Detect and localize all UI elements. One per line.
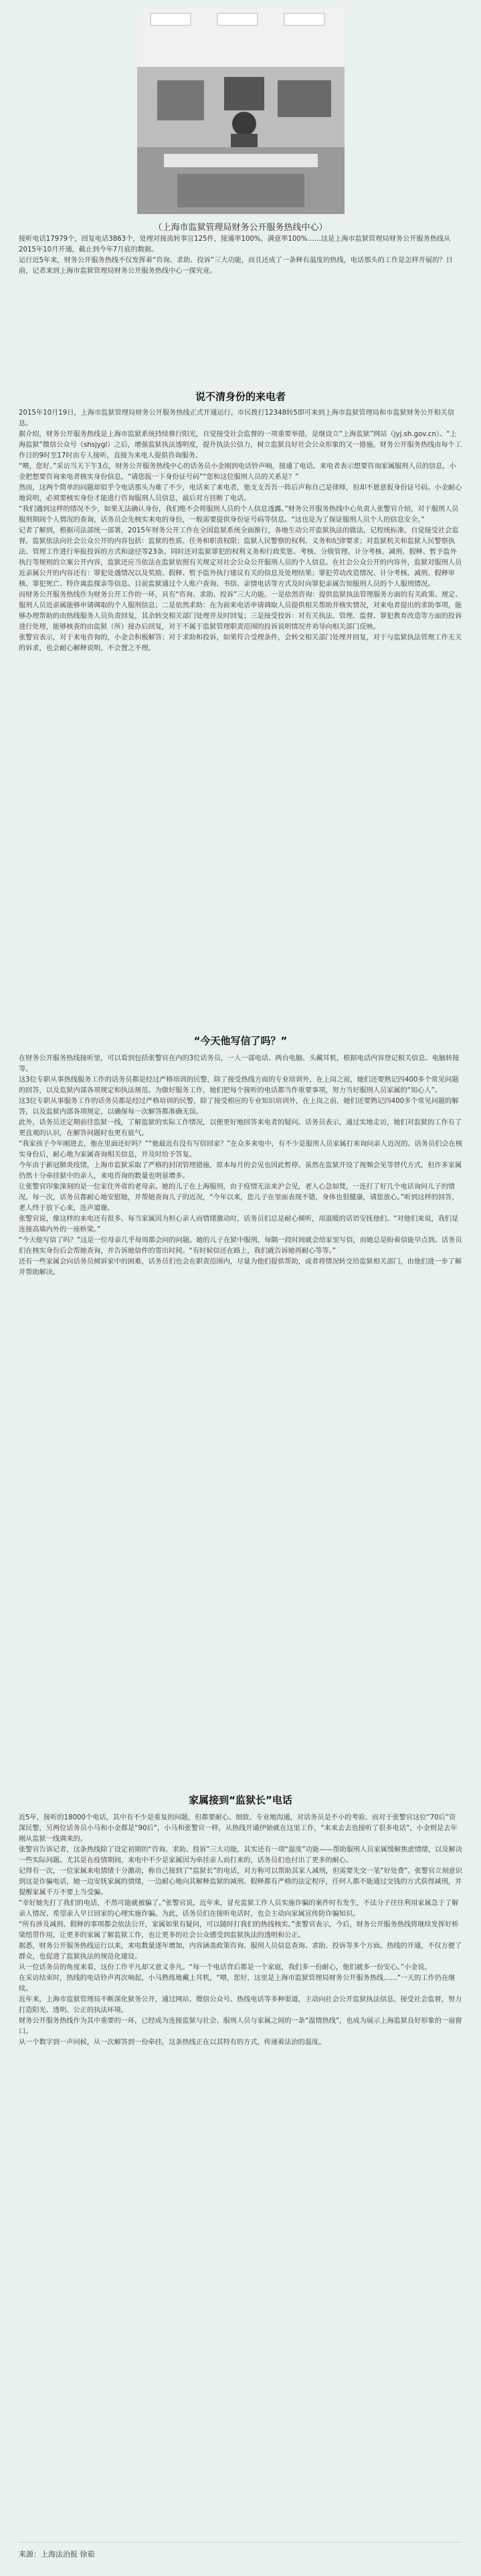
- body-paragraph: 记得有一次，一位家属来电情绪十分激动，称自己接到了“监狱长”的电话，对方称可以帮助其家人减刑，但需要先交一笔“好处费”。张警官立刻意识到这是诈骗电话，她一边安抚家属的情绪，一边耐心地向其解释监狱的减刑、假释都有严格的法定程序，任何人都不能通过交钱的方式获得减刑，并提醒家属千万不要上当受骗。: [19, 1868, 462, 1896]
- body-paragraph: 从一位话务员的角度来看，这份工作平凡却又意义非凡。“每一个电话背后都是一个家庭，我们多一份耐心，他们就多一份安心。”小金说。: [19, 1964, 431, 1971]
- body-paragraph: 记者了解到，根据司法部统一部署，2015年财务公开工作在全国监狱系统全面推行，各地生动公开监狱执法的做法，记程统标准，自觉接受社会监督。监狱依法向社会公众公开的内容包括：监狱的性质、任务和职责权限；监狱人民警察的权利、义务和纪律要求；对监狱机关和监狱人民警察执法、管理工作进行举报投诉的方式和途径等23条。同时还对监狱罪犯的权利义务和行政奖惩、考核、分级管理、计分考核、减刑、假释、暂予监外执行等规则的立案公开内容，监狱还应当依法在监狱依照有关规定对社会公众公开服刑人员的个人信息。在社会公众公开的内容外，监狱对服刑人员近亲属公开的内容还有：罪犯处遇情况以及奖励、假释、暂予监外执行建议有关的信息及处理结果；罪犯劳动改造情况、计分考核、减刑、假释审核、罪犯死亡、特许离监探亲等信息。目前监狱通过个人账户查询、书信、亲情电话等方式及时向罪犯亲属告知服刑人员的个人服刑情况。: [19, 527, 462, 588]
- section-title: “今天他写信了吗？”: [193, 1035, 288, 1047]
- body-paragraph: 据悉，财务公开服务热线运行以来，来电数量逐年增加，内容涵盖政策咨询、服刑人员信息查询、求助、投诉等多个方面。热线的开通，不仅方便了群众，也促进了监狱执法的规范化建设。: [19, 1943, 462, 1961]
- body-paragraph: 今年由于新冠肺炎疫情，上海市监狱采取了严格的封闭管理措施，原本每月的会见也因此暂停。虽然在监狱开设了视频会见等替代方式，但许多家属仍然十分牵挂狱中的亲人，来电咨询的数量也明显增多。: [19, 1162, 462, 1180]
- hotline-center-photo: [137, 7, 345, 214]
- body-paragraph: 在采访结束时，热线的电话铃声再次响起，小马熟练地戴上耳机，“喂，您好，这里是上海市监狱管理局财务公开服务热线……”一天的工作仍在继续。: [19, 1975, 456, 1993]
- body-paragraph: 这3位专职从事服务工作的话务员都是经过严格培训的民警，除了接受相应的专业知识培训外，在上岗之前，她们还要熟记四400多个常见问题的解答，以及监狱内部各项规定，以确保每一次解答都准确无误。: [19, 1098, 459, 1116]
- body-paragraph: 这3位专职从事热线服务工作的话务员都是经过严格培训的民警，除了接受热线方面的专业培训外，在上岗之前，她们还要熟记四400多个常见问题的回答，以及监狱内部各项规定和执法规范。为做好服务工作，她们把每个接听的电话都当作重要事项，努力当好服刑人员家属的“知心人”。: [19, 1076, 459, 1094]
- body-paragraph: 近5年，接听的18000个电话，其中有不少是重复的问题，但都要耐心、细致、专业地沟通，对话务员是不小的考验。而对于张警官这位“70后”资深民警，另两位话务员小马和小金都是“90后”，小马和张警官一样，从热线开通伊始就在这里工作，“来来去去也接听了很多电话”，小金则是去年刚从监狱一线调来的。: [19, 1814, 458, 1843]
- body-paragraph: “所有涉及减刑、假释的事项都会依法公开，家属如果有疑问，可以随时打我们的热线核实。”张警官表示，今后，财务公开服务热线将继续发挥好桥梁纽带作用，让更多的家属了解监狱工作，也让更多的社会公众感受到监狱执法的透明和公正。: [19, 1921, 459, 1939]
- body-paragraph: 2015年10月19日，上海市监狱管理局财务公开服务热线正式开通运行。市民拨打12348转5即可来到上海市监狱管理局和市监狱财务公开相关信息。: [19, 409, 455, 427]
- intro-block: [19, 234, 462, 277]
- body-paragraph: 还有一些家属会向话务员倾诉家中的困难，话务员们也会在职责范围内，尽量为他们提供帮助，或者将情况转交给监狱相关部门，由他们进一步了解并帮助解决。: [19, 1258, 462, 1276]
- body-paragraph: “喂，您好。”采访当天下午3点，财务公开服务热线中心的话务员小金刚到电话铃声响，接通了电话。来电者表示想要咨询家属服刑人员的信息，小金把想要咨询来电者核实身份信息，“请您报一下身份证号码”“您和这位服刑人员的关系是？”: [19, 463, 456, 481]
- body-paragraph: 张警官说，像这样的来电还有很多。每当家属因为担心亲人而情绪激动时，话务员们总是耐心倾听，用温暖的话语安抚他们。“对他们来说，我们是连接高墙内外的一座桥梁。”: [19, 1215, 459, 1233]
- section-title: 家属接到“监狱长”电话: [189, 1794, 292, 1806]
- body-paragraph: “今天他写信了吗？”这是一位母亲几乎每周都会问的问题。她的儿子在狱中服刑，每隔一段时间就会给家里写信，而她总是盼着信能早点到。话务员们在核实身份后会帮她查询，并告诉她信件的寄出时间。“有时候信还在路上，我们就告诉她再耐心等等。”: [19, 1237, 462, 1255]
- body-paragraph: 张警官告诉记者，这条热线除了设定初期的“咨询、求助、投诉”三大功能，其实还有一项“温度”功能——帮助服刑人员家属缓解焦虑情绪，以及解决一些实际问题。尤其是在疫情期间，来电中不少是家属因为牵挂亲人而打来的，话务员们也付出了更多的耐心。: [19, 1846, 462, 1864]
- body-paragraph: 此外，话务员还定期前往监狱一线，了解监狱的实际工作情况，以便更好地回答来电者的疑问。话务员表示，通过实地走访，她们对监狱的工作有了更直观的认识，在解答问题时也更有底气。: [19, 1119, 462, 1137]
- photo-caption: （上海市监狱管理局财务公开服务热线中心）: [153, 223, 328, 233]
- body-paragraph: 财务公开服务热线作为其中重要的一环，已经成为连接监狱与社会、服刑人员与家属之间的一条“温情热线”，也成为展示上海监狱良好形象的一扇窗口。: [19, 2017, 462, 2036]
- section2-block: [19, 1054, 462, 1278]
- body-paragraph: 张警官表示，对于来电咨询的，小金会积极解答；对于求助和投诉，如果符合受理条件，会转交相关部门处理并回复，对于与监狱执法管理工作无关的诉求，也会耐心解释说明，不会置之不理。: [19, 634, 462, 652]
- section3-block: [19, 1813, 462, 2048]
- body-paragraph: “幸好她先打了我们的电话，不然可能就被骗了。”张警官说，近年来，冒充监狱工作人员实施诈骗的案件时有发生，不法分子往往利用家属急于了解亲人情况、希望亲人早日回家的心理实施诈骗。为此，话务员们在接听电话时，也会主动向家属宣传防诈骗知识。: [19, 1900, 459, 1918]
- body-paragraph: 然而，这两个简单的问题却似乎令电话那头为难了不少，电话来了来电者，他支支吾吾一阵后声称自己是律师，但却不愿意报身份证号码。小金耐心地说明，必须要核实身份才能进行咨询服刑人员信息，最后对方挂断了电话。: [19, 484, 462, 502]
- intro-paragraph: 运行近5年来，财务公开服务热线不仅发挥着“咨询、求助、投诉”三大功能，而且还成了一条释有温度的热线，电话那头的工作是怎样开展的？日前，记者来到上海市监狱管理局财务公开服务热线中心一探究竟。: [19, 257, 453, 275]
- body-paragraph: 在财务公开服务热线接听里，可以看到包括张警官在内的3位话务员，一人一部电话、两台电脑、头戴耳机，根据电话内容登记相关信息、电脑转接等。: [19, 1055, 460, 1073]
- body-paragraph: 而财务公开服务热线作为财务公开工作的一环，具有“咨询、求助、投诉”三大功能。一是依然咨询：提供监狱执法管理服务方面的有关政策、规定、服刑人员近亲属能够申请调取的个人服刑信息；二是依然求助：在为前来电话申请调取人员提供相关帮助并核实情况，对来电者提出的求助事项，能够办理帮助的由热线服务人员负责回复，其余转交相关部门处理并及时回复；三是接受投诉：对有关执法、管理、监督、罪犯教育改造等方面的投诉进行处理，能够核查的由监狱（所）接办后回复，对于不属于监狱管理职责范围的投诉说明情况并劝导向相关部门反映。: [19, 591, 462, 631]
- body-paragraph: “我们遇到这样的情况不少，如果无法确认身份，我们绝不会将服刑人员的个人信息透露。”财务公开服务热线中心负责人张警官介绍，对于服刑人员服刑期间个人情况的查询，话务员会先核实来电的身份，一般需要提供身份证号码等信息。“这也是为了保证服刑人员个人的信息安全。”: [19, 506, 459, 524]
- section-title: 说不清身份的来电者: [195, 391, 286, 403]
- office-illustration: [137, 7, 345, 214]
- body-paragraph: 据介绍，财务公开服务热线是上海市监狱系统持续推行阳光，自觉接受社会监督的一项重要举措，是继设立“上海监狱”网站（jyj.sh.gov.cn）、“上海监狱”微信公众号（shsjygl）之后，增强监狱执法透明度，提升执法公信力，树立监狱良好社会公众形象的又一措施。财务公开服务热线由每个工作日的9时至17时由专人接听，直接为来电人提供咨询服务。: [19, 431, 462, 460]
- intro-paragraph: 接听电话17979个，回复电话3863个，处理对接流转事宜125件，接通率100%，满意率100%……这是上海市监狱管理局财务公开服务热线从2015年10月开通，截止到今年7月底的数据。: [19, 235, 451, 254]
- section1-block: [19, 408, 462, 654]
- body-paragraph: “我家孩子今年刚进去，他在里面还好吗？”“他最近有没有写信回家？”在众多来电中，有不少是服刑人员家属打来询问亲人近况的。话务员们会在核实身份后，耐心地为家属查询相关信息，并及时给予答复。: [19, 1141, 462, 1159]
- body-paragraph: 从一个数字到一声问候，从一次解答到一份牵挂，这条热线正在以其特有的方式，传递着法治的温度。: [19, 2039, 326, 2046]
- footer-divider: [19, 2542, 462, 2543]
- body-paragraph: 让张警官印象深刻的是一位家住外省的老母亲。她的儿子在上海服刑，由于疫情无法来沪会见，老人心急如焚，一连打了好几个电话询问儿子的情况。每一次，话务员都耐心地安慰她，并帮她查询儿子的近况，“今年以来，您儿子在里面表现不错，身体也很健康，请您放心。”听到这样的回答，老人终于放下心来，连声道谢。: [19, 1183, 459, 1212]
- article-source: 来源：上海法治报 徐茹: [19, 2550, 95, 2559]
- body-paragraph: 近年来，上海市监狱管理局不断深化狱务公开，通过网站、微信公众号、热线电话等多种渠道，主动向社会公开监狱执法信息，接受社会监督，努力打造阳光、透明、公正的执法环境。: [19, 1996, 462, 2014]
